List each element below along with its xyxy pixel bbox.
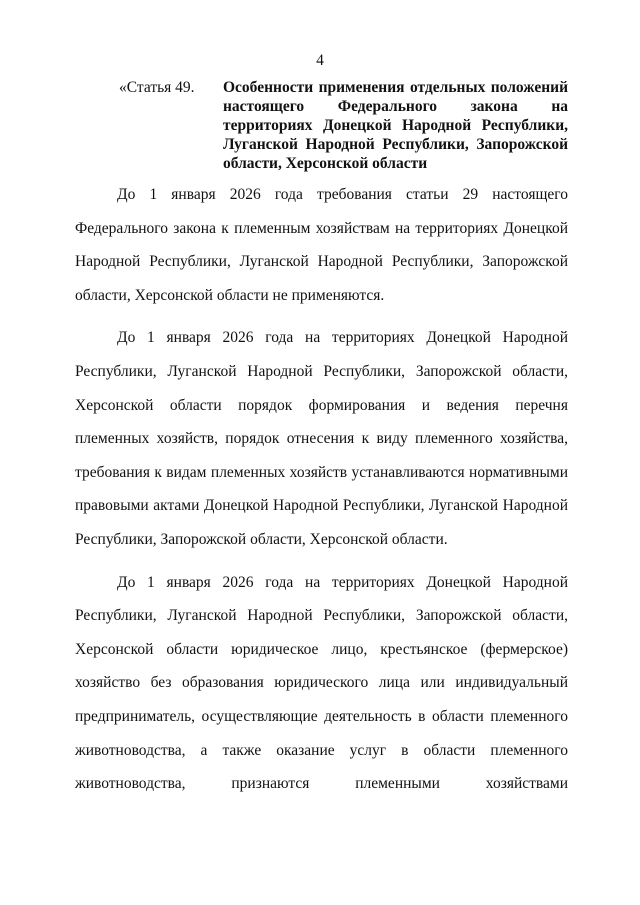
paragraph-2: До 1 января 2026 года на территориях Донецкой Народной Республики, Луганской Народной Республики, Запорожской области, Херсонской области порядок формирования и ведения перечня племенных хозяйств, порядок отнесения к виду племенного хозяйства, требования к видам племенных хозяйств устанавливаются нормативными правовыми актами Донецкой Народной Республики, Луганской Народной Республики, Запорожской области, Херсонской области. [75,329,568,548]
page-number: 4 [316,52,324,69]
article-heading [119,78,568,173]
article-label: «Статья 49. [119,79,195,96]
article-title: Особенности применения отдельных положений настоящего Федерального закона на территориях Донецкой Народной Республики, Луганской Народной Республики, Запорожской области, Херсонской области [223,79,568,172]
paragraph-1: До 1 января 2026 года требования статьи 29 настоящего Федерального закона к племенным хозяйствам на территориях Донецкой Народной Республики, Луганской Народной Республики, Запорожской области, Херсонской области не применяются. [75,186,568,304]
article-body [75,178,568,810]
paragraph-3: До 1 января 2026 года на территориях Донецкой Народной Республики, Луганской Народной Республики, Запорожской области, Херсонской области юридическое лицо, крестьянское (фермерское) хозяйство без образования юридического лица или индивидуальный предприниматель, осуществляющие деятельность в области племенного животноводства, а также оказание услуг в области племенного животноводства, признаются племенными хозяйствами [75,573,568,793]
